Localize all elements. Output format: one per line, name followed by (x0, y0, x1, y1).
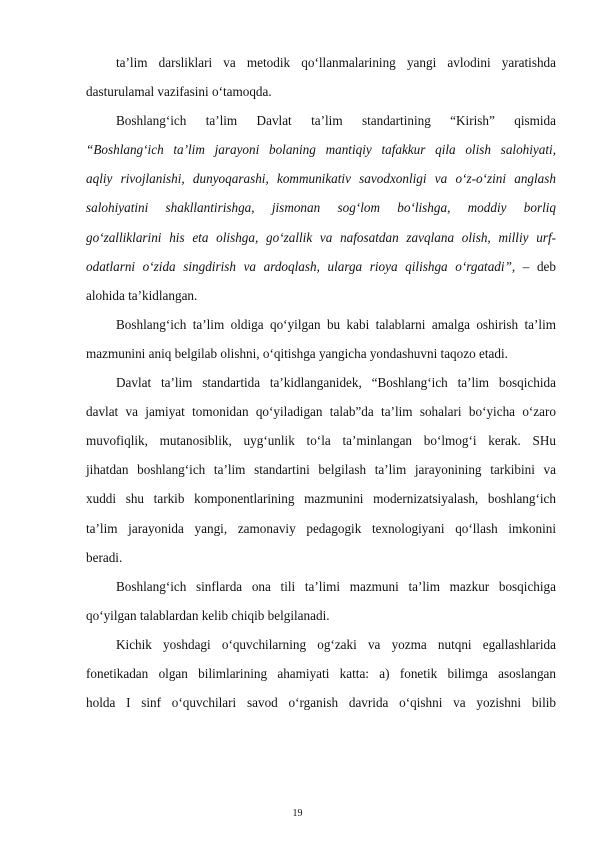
text-line (86, 514, 556, 543)
text-run: ta’lim jarayonida yangi, zamonaviy pedagogik texnologiyani qo‘llash imkonini (86, 520, 556, 536)
text-run: Boshlang‘ich sinflarda ona tili ta’limi mazmuni ta’lim mazkur bosqichiga (116, 578, 556, 594)
text-line (86, 688, 556, 717)
text-run: alohida ta’kidlangan. (86, 287, 198, 303)
paragraph (86, 106, 556, 310)
text-run: dasturulamal vazifasini o‘tamoqda. (86, 84, 272, 100)
text-line (86, 368, 556, 397)
text-line (86, 310, 556, 339)
paragraph (86, 630, 556, 717)
text-line (86, 77, 556, 106)
text-line (86, 48, 556, 77)
text-run: holda I sinf o‘quvchilari savod o‘rganish davrida o‘qishni va yozishni bilib (86, 695, 556, 711)
paragraph (86, 48, 556, 106)
text-run: jihatdan boshlang‘ich ta’lim standartini belgilash ta’lim jarayonining tarkibini va (86, 462, 556, 478)
text-line (86, 601, 556, 630)
text-run: ta’lim darsliklari va metodik qo‘llanmalarining yangi avlodini yaratishda (116, 55, 556, 70)
text-run: – deb (515, 258, 557, 274)
text-line (86, 135, 556, 164)
text-run: beradi. (86, 549, 123, 565)
text-run: davlat va jamiyat tomonidan qo‘yiladigan talab”da ta’lim sohalari bo‘yicha o‘zaro (86, 404, 556, 420)
text-run: xuddi shu tarkib komponentlarining mazmunini modernizatsiyalash, boshlang‘ich (86, 491, 556, 507)
italic-text: aqliy rivojlanishi, dunyoqarashi, kommunikativ savodxonligi va o‘z-o‘zini anglash (86, 171, 556, 187)
text-line (86, 106, 556, 135)
italic-text: “Boshlang‘ich ta’lim jarayoni bolaning mantiqiy tafakkur qila olish salohiyati, (86, 142, 556, 158)
paragraph (86, 368, 556, 572)
text-line (86, 164, 556, 193)
text-line (86, 426, 556, 455)
text-run: muvofiqlik, mutanosiblik, uyg‘unlik to‘la ta’minlangan bo‘lmog‘i kerak. SHu (86, 433, 556, 449)
text-line (86, 455, 556, 484)
text-line (86, 339, 556, 368)
text-line (86, 543, 556, 572)
text-line (86, 252, 556, 281)
text-line (86, 659, 556, 688)
italic-text: go‘zalliklarini his eta olishga, go‘zallik va nafosatdan zavqlana olish, milliy urf- (86, 229, 556, 245)
text-run: Boshlang‘ich ta’lim oldiga qo‘yilgan bu kabi talablarni amalga oshirish ta’lim (116, 316, 556, 332)
text-run: mazmunini aniq belgilab olishni, o‘qitishga yangicha yondashuvni taqozo etadi. (86, 345, 508, 361)
paragraph (86, 572, 556, 630)
text-run: qo‘yilgan talablardan kelib chiqib belgilanadi. (86, 607, 330, 623)
italic-text: odatlarni o‘zida singdirish va ardoqlash, ularga rioya qilishga o‘rgatadi”, (86, 258, 516, 274)
italic-text: salohiyatini shakllantirishga, jismonan sog‘lom bo‘lishga, moddiy borliq (86, 200, 556, 216)
page-number: 19 (292, 808, 303, 819)
paragraph (86, 310, 556, 368)
text-run: fonetikadan olgan bilimlarining ahamiyati katta: a) fonetik bilimga asoslangan (86, 665, 556, 681)
document-body (86, 48, 556, 717)
text-run: Davlat ta’lim standartida ta’kidlanganidek, “Boshlang‘ich ta’lim bosqichida (116, 375, 556, 391)
text-line (86, 223, 556, 252)
text-line (86, 572, 556, 601)
text-line (86, 281, 556, 310)
text-line (86, 193, 556, 222)
text-run: Kichik yoshdagi o‘quvchilarning og‘zaki va yozma nutqni egallashlarida (116, 636, 556, 652)
text-line (86, 484, 556, 513)
text-run: Boshlang‘ich ta’lim Davlat ta’lim standartining “Kirish” qismida (116, 113, 556, 129)
text-line (86, 397, 556, 426)
text-line (86, 630, 556, 659)
